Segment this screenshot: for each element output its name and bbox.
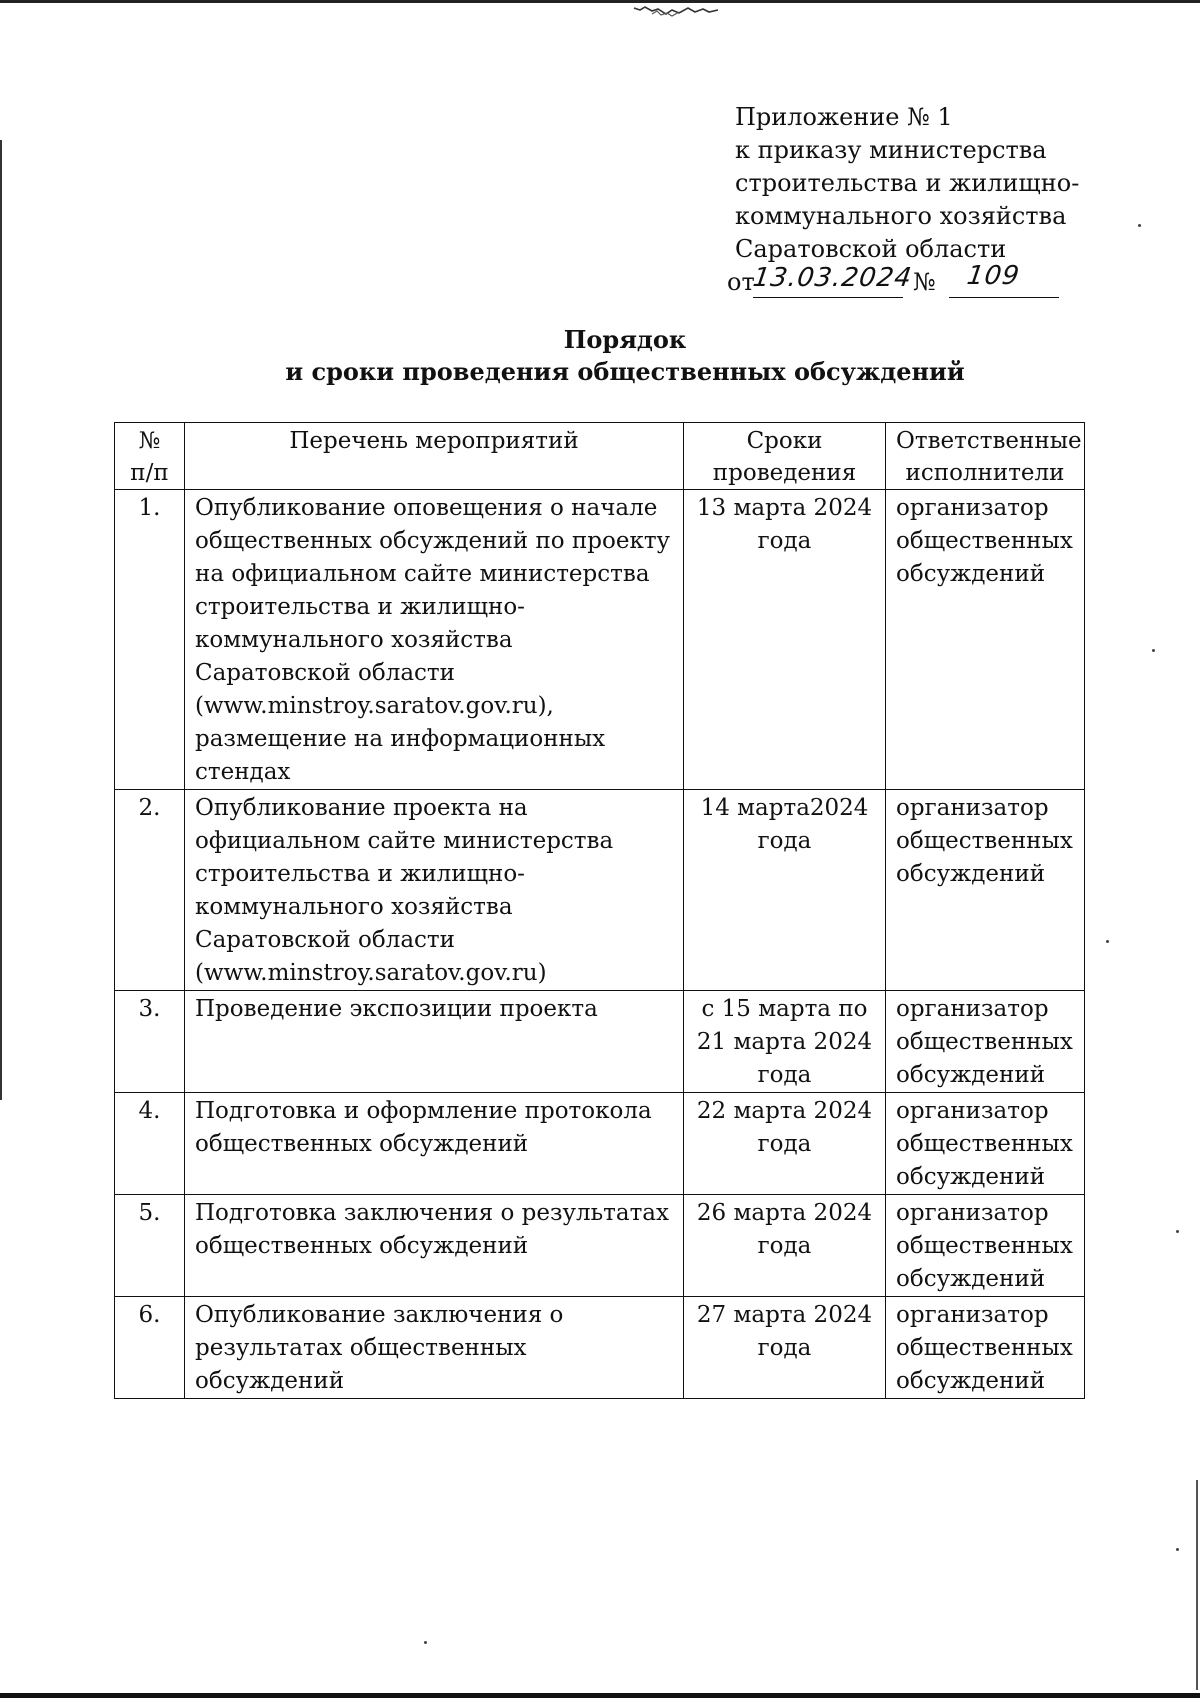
schedule-table (114, 422, 1085, 1399)
row-responsible: организатор общественных обсуждений (886, 991, 1085, 1093)
scan-speck (424, 1641, 427, 1644)
handwritten-date: 13.03.2024 (750, 263, 915, 293)
row-number: 6. (115, 1297, 185, 1399)
row-activity: Опубликование заключения о результатах общественных обсуждений (185, 1297, 684, 1399)
header-activity: Перечень мероприятий (185, 423, 684, 490)
row-date: 13 марта 2024 года (684, 490, 886, 790)
scan-border-bottom (0, 1693, 1200, 1698)
table-header-row (115, 423, 1085, 490)
row-responsible: организатор общественных обсуждений (886, 490, 1085, 790)
table-row (115, 790, 1085, 991)
table-row (115, 1195, 1085, 1297)
row-date: 27 марта 2024 года (684, 1297, 886, 1399)
row-number: 3. (115, 991, 185, 1093)
row-activity: Подготовка заключения о результатах общественных обсуждений (185, 1195, 684, 1297)
order-date-line (727, 261, 1079, 300)
handwritten-number: 109 (964, 261, 1022, 291)
date-underline (753, 297, 903, 298)
table-row (115, 991, 1085, 1093)
appendix-line: Приложение № 1 (735, 103, 953, 131)
stamp-mark (632, 2, 732, 20)
row-number: 2. (115, 790, 185, 991)
table-row (115, 1297, 1085, 1399)
row-responsible: организатор общественных обсуждений (886, 1195, 1085, 1297)
document-subtitle: и сроки проведения общественных обсуждений (285, 357, 965, 386)
row-number: 5. (115, 1195, 185, 1297)
scan-speck (1138, 224, 1141, 227)
scan-border-top (0, 0, 1200, 3)
appendix-line: строительства и жилищно- (735, 169, 1080, 197)
row-date: 22 марта 2024 года (684, 1093, 886, 1195)
row-activity: Проведение экспозиции проекта (185, 991, 684, 1093)
row-date: 26 марта 2024 года (684, 1195, 886, 1297)
header-dates: Сроки проведения (684, 423, 886, 490)
date-prefix: от (727, 268, 755, 296)
appendix-block (727, 101, 1080, 300)
scan-speck (1176, 1548, 1179, 1551)
scan-speck (1106, 940, 1109, 943)
number-underline (949, 297, 1059, 298)
row-activity: Подготовка и оформление протокола общественных обсуждений (185, 1093, 684, 1195)
scan-border-left (0, 140, 2, 1100)
row-date: с 15 марта по 21 марта 2024 года (684, 991, 886, 1093)
document-title: Порядок (563, 325, 687, 354)
scan-speck (1176, 1230, 1179, 1233)
header-number: № п/п (115, 423, 185, 490)
scan-border-right (1196, 1480, 1198, 1690)
row-activity: Опубликование проекта на официальном сайте министерства строительства и жилищно-коммунального хозяйства Саратовской области (www.minstroy.saratov.gov.ru) (185, 790, 684, 991)
appendix-line: коммунального хозяйства (735, 202, 1067, 230)
table-row (115, 490, 1085, 790)
appendix-line: Саратовской области (735, 235, 1007, 263)
row-responsible: организатор общественных обсуждений (886, 790, 1085, 991)
row-date: 14 марта2024 года (684, 790, 886, 991)
row-responsible: организатор общественных обсуждений (886, 1093, 1085, 1195)
row-activity: Опубликование оповещения о начале общественных обсуждений по проекту на официальном сайте министерства строительства и жилищно-коммунального хозяйства Саратовской области (www.minstroy.saratov.gov.ru), размещение на информационных стендах (185, 490, 684, 790)
header-responsible: Ответственные исполнители (886, 423, 1085, 490)
appendix-line: к приказу министерства (735, 136, 1047, 164)
scan-speck (1152, 649, 1155, 652)
row-responsible: организатор общественных обсуждений (886, 1297, 1085, 1399)
number-prefix: № (913, 268, 936, 296)
row-number: 4. (115, 1093, 185, 1195)
row-number: 1. (115, 490, 185, 790)
table-row (115, 1093, 1085, 1195)
